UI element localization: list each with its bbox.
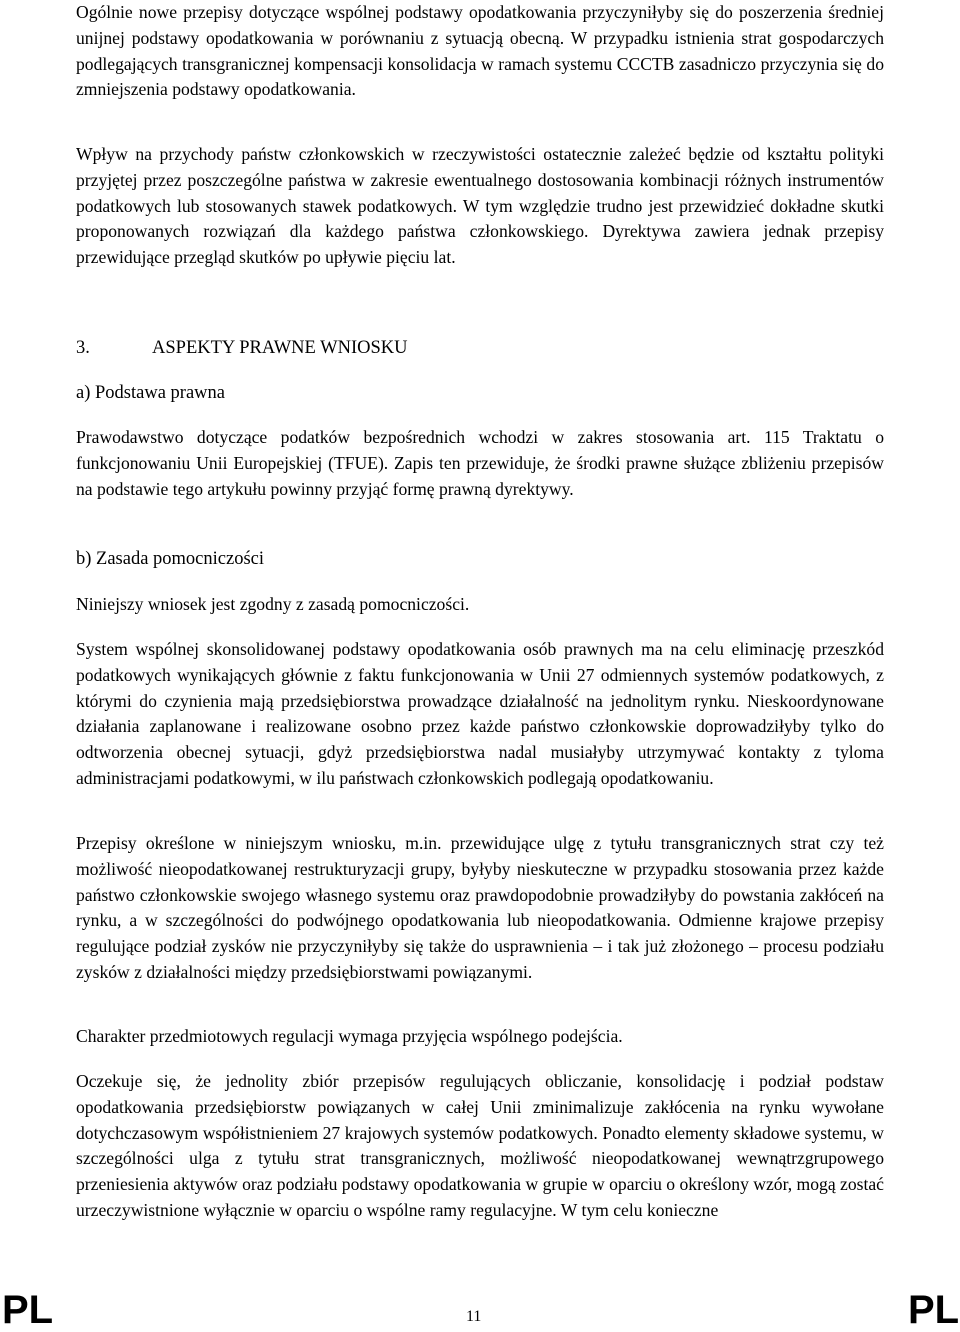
paragraph-revenue-impact: Wpływ na przychody państw członkowskich w rzeczywistości ostatecznie zależeć będzie od kształtu polityki przyjętej przez poszczególne państwa w zakresie ewentualnego dostosowania kombinacji różnych instrumentów podatkowych lub stosowanych stawek podatkowych. W tym względzie trudno jest przewidzieć dokładne skutki proponowanych rozwiązań dla każdego państwa członkowskiego. Dyrektywa zawiera jednak przepisy przewidujące przegląd skutków po upływie pięciu lat. bbox=[76, 144, 884, 268]
subsection-heading-subsidiarity: b) Zasada pomocniczości bbox=[76, 549, 265, 569]
paragraph-subsidiarity-compliance: Niniejszy wniosek jest zgodny z zasadą pomocniczości. bbox=[76, 594, 470, 614]
paragraph-provisions: Przepisy określone w niniejszym wniosku, m.in. przewidujące ulgę z tytułu transgranicznych strat czy też możliwość nieopodatkowanej restrukturyzacji grupy, byłyby nieskuteczne w przypadku stosowania przez każde państwo członkowskie swojego własnego systemu oraz prawdopodobnie prowadziłyby do powstania zakłóceń na rynku, a w szczególności do podwójnego opodatkowania lub nieopodatkowania. Odmienne krajowe przepisy regulujące podział zysków nie przyczyniłyby się także do usprawnienia – i tak już złożonego – procesu podziału zysków z działalności między przedsiębiorstwami powiązanymi. bbox=[76, 833, 884, 982]
section-heading bbox=[76, 336, 884, 360]
subsection-heading-legal-basis: a) Podstawa prawna bbox=[76, 383, 225, 403]
paragraph-legal-basis: Prawodawstwo dotyczące podatków bezpośrednich wchodzi w zakres stosowania art. 115 Traktatu o funkcjonowaniu Unii Europejskiej (TFUE). Zapis ten przewiduje, że środki prawne służące zbliżeniu przepisów na podstawie tego artykułu powinny przyjąć formę prawną dyrektywy. bbox=[76, 427, 884, 499]
paragraph-tax-base: Ogólnie nowe przepisy dotyczące wspólnej podstawy opodatkowania przyczyniłyby się do poszerzenia średniej unijnej podstawy opodatkowania w porównaniu z sytuacją obecną. W przypadku istnienia strat gospodarczych podlegających transgranicznej kompensacji konsolidacja w ramach systemu CCCTB zasadniczo przyczynia się do zmniejszenia podstawy opodatkowania. bbox=[76, 2, 884, 100]
section-number: 3. bbox=[76, 338, 90, 358]
section-title: ASPEKTY PRAWNE WNIOSKU bbox=[152, 338, 408, 358]
paragraph-expected-effects: Oczekuje się, że jednolity zbiór przepisów regulujących obliczanie, konsolidację i podział podstaw opodatkowania przedsiębiorstw powiązanych w całej Unii zminimalizuje zakłócenia na rynku wywołane dotychczasowym współistnieniem 27 krajowych systemów podatkowych. Ponadto elementy składowe systemu, w szczególności ulga z tytułu strat transgranicznych, możliwość nieopodatkowanej wewnątrzgrupowego przeniesienia aktywów oraz podziału podstawy opodatkowania w grupie w oparciu o określony wzór, mogą zostać urzeczywistnione wyłącznie w oparciu o wspólne ramy regulacyjne. W tym celu konieczne bbox=[76, 1071, 884, 1220]
paragraph-system-goal: System wspólnej skonsolidowanej podstawy opodatkowania osób prawnych ma na celu eliminację przeszkód podatkowych wynikających głównie z faktu funkcjonowania w Unii 27 odmiennych systemów podatkowych, z którymi do czynienia mają przedsiębiorstwa prowadzące działalność na jednolitym rynku. Nieskoordynowane działania zaplanowane i realizowane osobno przez każde państwo członkowskie doprowadziłyby tylko do odtworzenia obecnej sytuacji, gdyż przedsiębiorstwa nadal musiałyby utrzymywać kontakty z tyloma administracjami podatkowymi, w ilu państwach członkowskich podlegają opodatkowaniu. bbox=[76, 639, 884, 788]
footer-language-left: PL bbox=[2, 1288, 54, 1332]
footer-language-right: PL bbox=[908, 1288, 960, 1332]
paragraph-common-approach: Charakter przedmiotowych regulacji wymaga przyjęcia wspólnego podejścia. bbox=[76, 1026, 623, 1046]
page-number: 11 bbox=[466, 1308, 482, 1325]
